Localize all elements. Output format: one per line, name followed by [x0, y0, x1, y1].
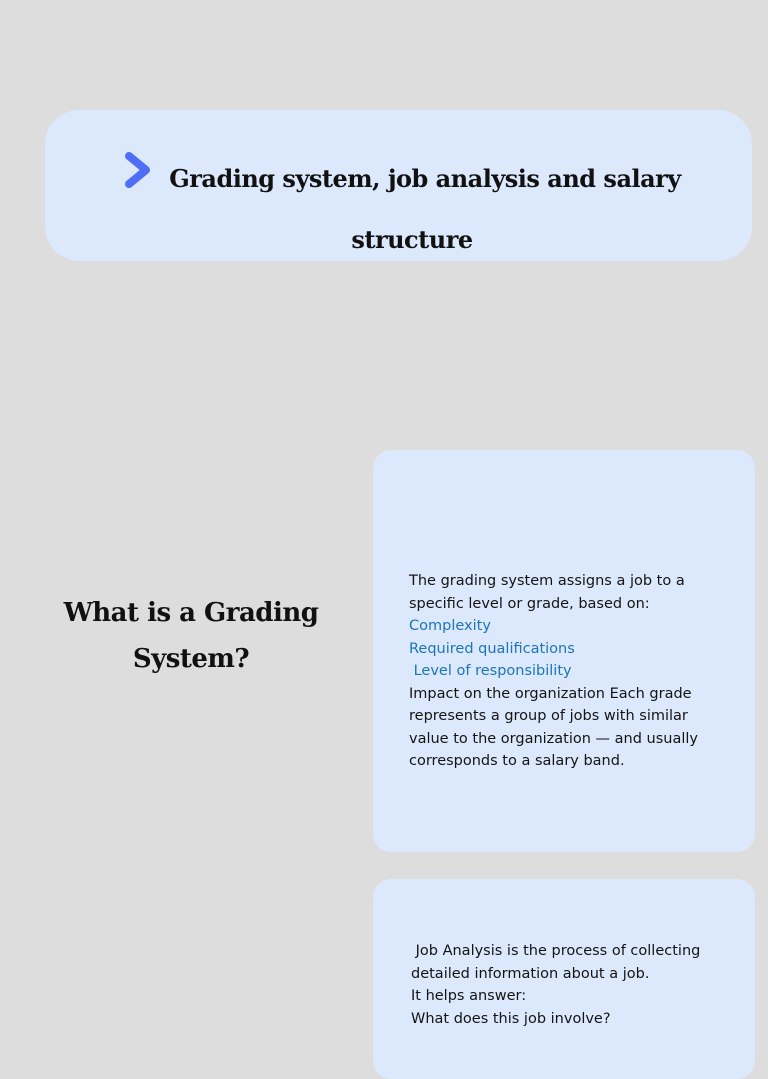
job-analysis-description — [411, 940, 741, 1030]
grading-system-card — [373, 450, 755, 852]
page-title — [60, 148, 760, 270]
grading-system-description — [409, 570, 739, 773]
grading-system-heading-line-2: System? — [132, 644, 250, 674]
job-analysis-line-4: What does this job involve? — [411, 1010, 611, 1027]
job-analysis-line-2: detailed information about a job. — [411, 965, 650, 982]
criterion-required-qualifications[interactable]: Required qualifications — [409, 640, 575, 657]
job-analysis-line-3: It helps answer: — [411, 988, 527, 1004]
grading-system-heading — [40, 590, 342, 682]
job-analysis-card — [373, 879, 755, 1079]
grading-body-line-4: corresponds to a salary band. — [409, 753, 625, 769]
criterion-complexity[interactable]: Complexity — [409, 618, 491, 634]
grading-body-line-1: Impact on the organization Each grade — [409, 685, 692, 702]
grading-intro-line-1: The grading system assigns a job to a — [409, 573, 685, 589]
grading-system-heading-line-1: What is a Grading — [63, 598, 319, 628]
grading-body-line-3: value to the organization — and usually — [409, 730, 699, 747]
grading-body-line-2: represents a group of jobs with similar — [409, 708, 688, 724]
criterion-level-of-responsibility[interactable]: Level of responsibility — [409, 663, 572, 679]
page-title-line-2: structure — [351, 225, 473, 254]
grading-intro-line-2: specific level or grade, based on: — [409, 595, 650, 612]
page-title-line-1: Grading system, job analysis and salary — [169, 164, 681, 193]
job-analysis-line-1: Job Analysis is the process of collecting — [411, 943, 701, 959]
